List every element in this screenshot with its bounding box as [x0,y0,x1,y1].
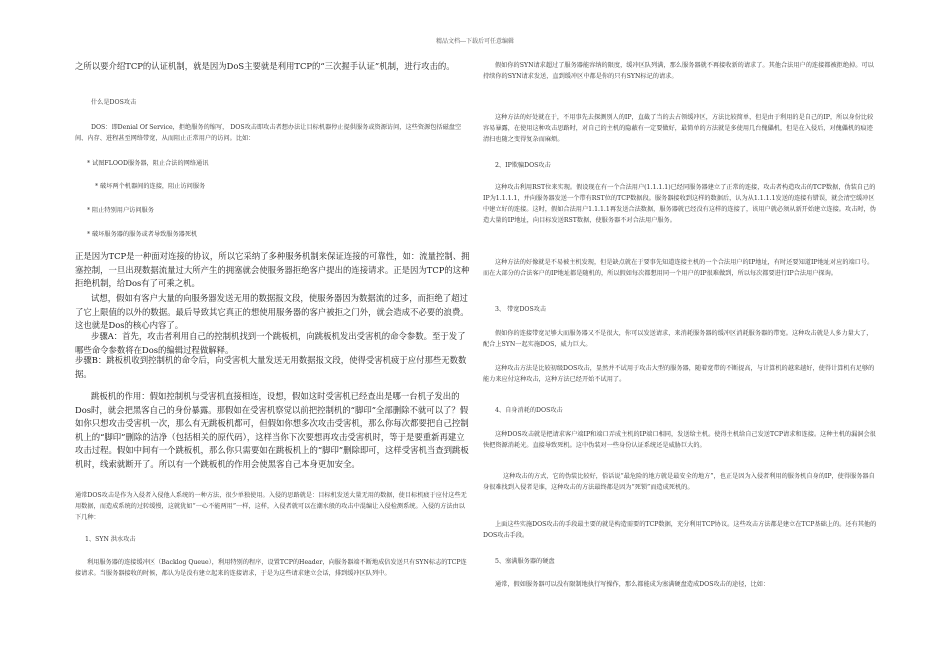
list-item: * 试图FLOOD服务器，阻止合法的网络通讯 [87,160,209,167]
paragraph: 这种方法的好像就是不易被主机发现，但是缺点就在于要事先知道连接主机的一个合法用户的IP地址，有时还要知道IP地址对应的端口号。而在大部分的合法客户的IP地址都是随机的，所以假如每次都想用同一个用户的IP很难做到，所以每次都要进行IP合法用户探询。 [483,259,874,277]
section-heading: 什么是DOS攻击 [91,99,137,106]
paragraph: 这种攻击利用RST位来实现。假设现在有一个合法用户(1.1.1.1)已经同服务器建立了正常的连接，攻击者构造攻击的TCP数据，伪装自己的IP为1.1.1.1，并向服务器发送一个带有RST位的TCP数据段。服务器接收到这样的数据后，认为从1.1.1.1发送的连接有错误，就会清空缓冲区中建立好的连接。这时，假如合法用户1.1.1.1再发送合法数据，服务器就已经没有这样的连接了，该用户就必须从新开始建立连接。攻击时，伪造大量的IP地址，向目标发送RST数据，使服务器不对合法用户服务。 [483,184,876,224]
paragraph: 利用服务器的连接缓冲区（Backlog Queue），利用特别的程序，设置TCP的Header，向服务器端不断地成倍发送只有SYN标志的TCP连接请求。当服务器接收的时候，都认为是没有建立起来的连接请求，于是为这些请求建立会话，排到缓冲区队列中。 [75,559,467,577]
paragraph: 通常DOS攻击是作为入侵者入侵他人系统的一种方法，很少单独使用。入侵的思路就是：目标机发送大量无用的数据，使目标机疲于应付这些无用数据，而造成系统的过转缓慢，这就犹如“一心不能两用”一样，这样，入侵者就可以在潮水般的攻击中混编让入侵检测系统。入侵的方法由以下几种： [75,492,467,521]
paragraph: 这种方法的好处就在于，不用事先去探测别人的IP，直截了当的去占领缓冲区，方法比较简单，但是由于利用的是自己的IP，所以身份比较容易暴露，在使用这种攻击思路时，对自己的主机的隐蔽有一定要做好，最简单的方法就是多使用几台傀儡机，但是在入侵后，对傀儡机的痕迹清扫也随之变得复杂而麻烦。 [483,114,874,143]
paragraph: 上面这些实施DOS攻击的手段最主要的就是构造需要的TCP数据，充分利用TCP协议。这些攻击方法都是建立在TCP基础上的。还有其他的DOS攻击手段。 [483,521,877,539]
list-item: * 破坏两个机器间的连接，阻止访问服务 [95,183,206,190]
list-item: * 阻止特别用户访问服务 [87,207,154,214]
list-item: * 破坏服务器的服务或者导致服务器死机 [87,231,198,238]
paragraph: 这种攻击的方式，它的伪装比较好，俗话说“最危险的地方就是最安全的地方”，也正是因为入侵者利用的服务机自身的IP，使得服务器自身很难找到入侵者是谁，这种攻击的方法最终都是因为“死锁”而造成死机的。 [483,473,875,491]
paragraph: 试想，假如有客户大量的向服务器发送无用的数据报文段，使服务器因为数据流的过多，而拒绝了超过了它上限值的以外的数据。最后导致其它真正的想使用服务器的客户被拒之门外，就会造成不必要的浪费。这也就是Dos的核心内容了。 [75,293,469,330]
paragraph: 正是因为TCP是一种面对连接的协议，所以它采纳了多种服务机制来保证连接的可靠性，如：流量控制、拥塞控制，一旦出现数据流量过大所产生的拥塞就会使服务器拒绝客户提出的连接请求。正是因为TCP的这种拒绝机制，给Dos有了可乘之机。 [75,251,470,288]
paragraph: 假如你的连接带宽足够大而服务器又不是很大，你可以发送请求，来消耗服务器的缓冲区消耗服务器的带宽。这种攻击就是人多力量大了，配合上SYN一起实施DOS，威力巨大。 [483,330,873,348]
paragraph: 假如你的SYN请求超过了服务器能容纳的限度，缓冲区队列满，那么服务器就不再接收新的请求了。其他合法用户的连接都被拒绝掉。可以持续你的SYN请求发送，直到缓冲区中都是你的只有SYN标记的请求。 [483,62,874,80]
page-header: 精品文档---下载后可任意编辑 [435,38,515,45]
section-heading: 1、SYN 洪水攻击 [85,536,136,543]
paragraph: 这种攻击方法是比较初级DOS攻击，显然并不试用于攻击大型的服务器，随着宽带的不断提高，与计算机的越来越好，使得计算机有足够的能力来应付这种攻击，这种方法已经开始不试用了。 [483,365,875,383]
section-heading: 4、自身消耗的DOS攻击 [495,407,563,414]
section-heading: 5、塞满服务器的硬盘 [495,558,555,565]
paragraph: 步骤B：跳板机收到控制机的命令后，向受害机大量发送无用数据报文段，使得受害机疲于应付那些无数数据。 [75,355,467,379]
paragraph: 步骤A：首先，攻击者利用自己的控制机找到一个跳板机，向跳板机发出受害机的命令参数。至于发了哪些命令参数将在Dos的编辑过程做解释。 [75,331,466,355]
paragraph: 之所以要介绍TCP的认证机制，就是因为DoS主要就是利用TCP的“三次握手认证”机制，进行攻击的。 [75,61,455,71]
paragraph: 跳板机的作用：假如控制机与受害机直接相连，设想，假如这时受害机已经查出是哪一台机子发出的Dos时，就会把黑客自己的身份暴露。那假如在受害机察觉以前把控制机的“脚印”全部删除不就可以了？假如你只想攻击受害机一次，那么有无跳板机都可，但假如你想多次攻击受害机，那么你每次都要把自己控制机上的“脚印”删除的洁净（包括相关的原代码），这样当你下次要想再攻击受害机时，等于是要重新再建立攻击过程。假如中间有一个跳板机，那么你只需要如在跳板机上的“脚印”删除即可，这样受害机当查到跳板机时，线索就断开了。所以有一个跳板机的作用会使黑客自己本身更加安全。 [75,391,469,469]
section-heading: 3、 带宽DOS攻击 [495,306,547,313]
section-heading: 2、IP欺骗DOS攻击 [495,162,551,169]
paragraph: 这种DOS攻击就是把请求客户端IP和端口弄成主机的IP端口相同，发送给主机。使得主机给自己发送TCP请求和连接。这种主机的漏洞会很快把资源消耗光。直接导致死机。这中伪装对一些身份认证系统还是威胁巨大的。 [483,431,876,449]
paragraph: 通常，假如服务器可以没有限制地执行写操作，那么都能成为塞满硬盘造成DOS攻击的途径，比如： [495,581,770,588]
paragraph: DOS：即Denial Of Service，拒绝服务的缩写， DOS攻击即攻击者想办法让目标机器停止提供服务或资源访问，这些资源包括磁盘空间、内存、进程甚至网络带宽，从而阻止正常用户的访问。比如： [75,124,462,142]
